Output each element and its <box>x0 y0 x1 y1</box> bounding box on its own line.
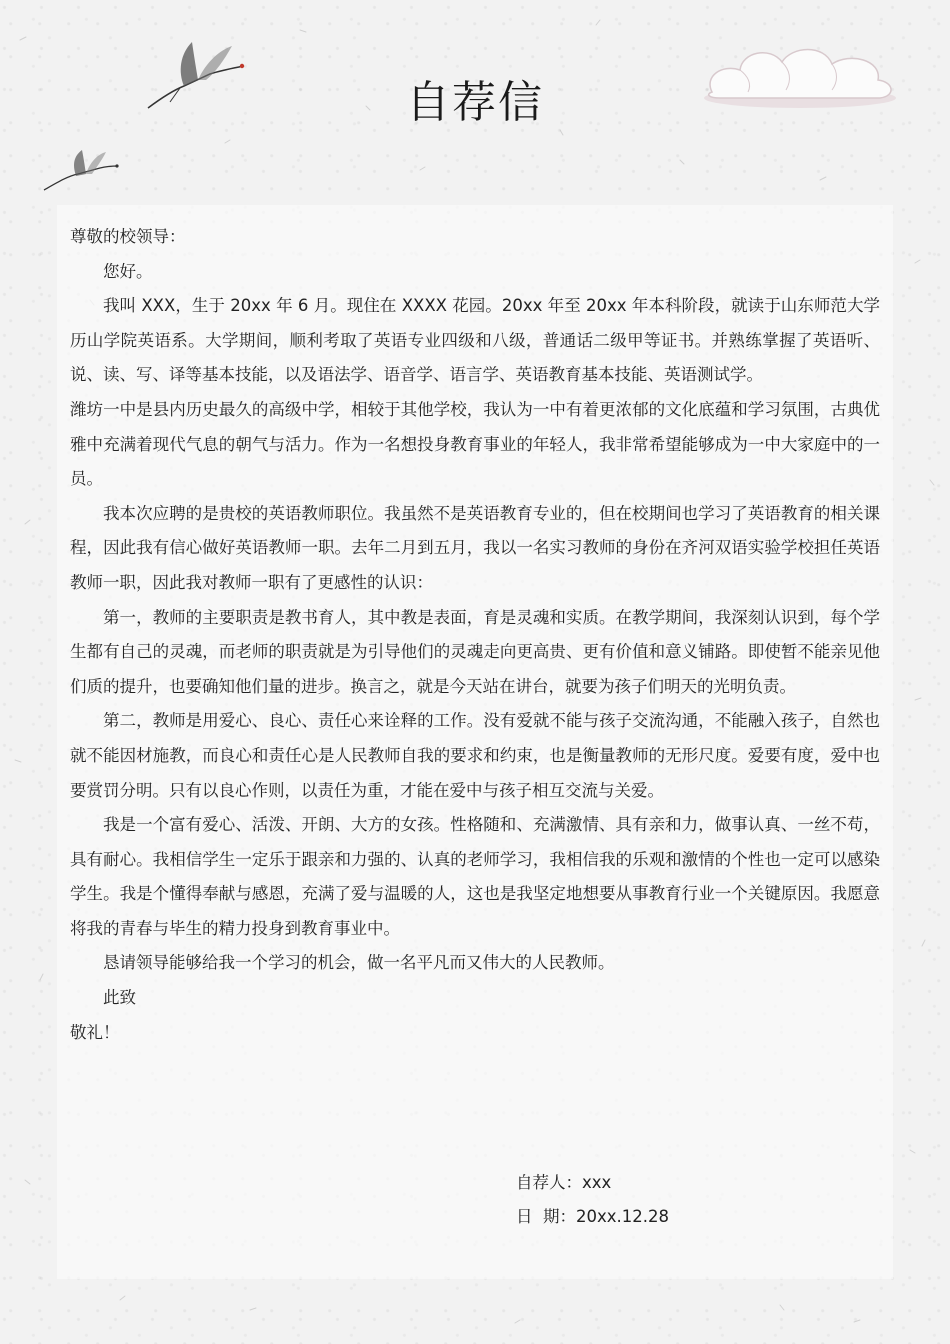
salutation: 尊敬的校领导： <box>70 227 186 246</box>
paragraph: 我是一个富有爱心、活泼、开朗、大方的女孩。性格随和、充满激情、具有亲和力，做事认真、一丝不苟，具有耐心。我相信学生一定乐于跟亲和力强的、认真的老师学习，我相信我的乐观和激情的个性也一定可以感染学生。我是个懂得奉献与感恩，充满了爱与温暖的人，这也是我坚定地想要从事教育行业一个关键原因。我愿意将我的青春与毕生的精力投身到教育事业中。 <box>70 815 880 938</box>
greeting: 您好。 <box>103 261 153 281</box>
paragraph: 潍坊一中是县内历史最久的高级中学，相较于其他学校，我认为一中有着更浓郁的文化底蕴和学习氛围，古典优雅中充满着现代气息的朝气与活力。作为一名想投身教育事业的年轻人，我非常希望能够成为一中大家庭中的一员。 <box>70 399 880 489</box>
letter-body <box>70 220 880 1050</box>
small-crane-icon <box>40 146 120 198</box>
paragraph: 我本次应聘的是贵校的英语教师职位。我虽然不是英语教育专业的，但在校期间也学习了英语教育的相关课程，因此我有信心做好英语教师一职。去年二月到五月，我以一名实习教师的身份在齐河双语实验学校担任英语教师一职，因此我对教师一职有了更感性的认识： <box>70 503 880 592</box>
signature-block <box>516 1166 669 1234</box>
paragraph: 第一，教师的主要职责是教书育人，其中教是表面，育是灵魂和实质。在教学期间，我深刻认识到，每个学生都有自己的灵魂，而老师的职责就是为引导他们的灵魂走向更高贵、更有价值和意义铺路。即使暂不能亲见他们质的提升，也要确知他们量的进步。换言之，就是今天站在讲台，就要为孩子们明天的光明负责。 <box>70 607 880 696</box>
closing-line: 此致 <box>103 988 136 1008</box>
closing-salute: 敬礼！ <box>70 1022 120 1042</box>
signature-date: 日 期：20xx.12.28 <box>516 1207 669 1226</box>
paragraph: 我叫 XXX，生于 20xx 年 6 月。现住在 XXXX 花园。20xx 年至 20xx 年本科阶段，就读于山东师范大学历山学院英语系。大学期间，顺利考取了英语专业四级和八级，普通话二级甲等证书。并熟练掌握了英语听、说、读、写、译等基本技能，以及语法学、语音学、语言学、英语教育基本技能、英语测试学。 <box>70 296 880 385</box>
page-title: 自荐信 <box>406 77 544 128</box>
paragraph: 恳请领导能够给我一个学习的机会，做一名平凡而又伟大的人民教师。 <box>103 953 615 973</box>
signer-name: 自荐人：xxx <box>516 1173 612 1192</box>
paragraph: 第二，教师是用爱心、良心、责任心来诠释的工作。没有爱就不能与孩子交流沟通，不能融入孩子，自然也就不能因材施教，而良心和责任心是人民教师自我的要求和约束，也是衡量教师的无形尺度。爱要有度，爱中也要赏罚分明。只有以良心作则，以责任为重，才能在爱中与孩子相互交流与关爱。 <box>70 711 880 800</box>
